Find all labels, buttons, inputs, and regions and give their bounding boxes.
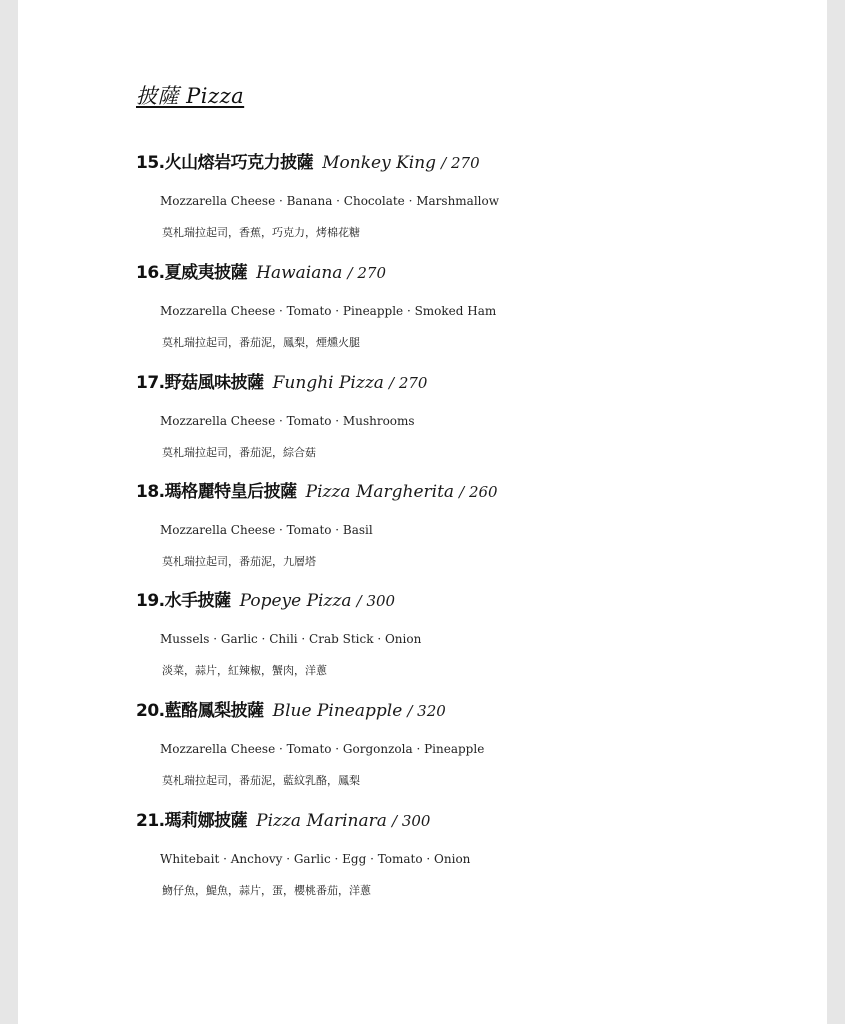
item-ingredients-en: Mozzarella Cheese · Tomato · Mushrooms: [160, 414, 415, 428]
item-ingredients-zh: 莫札瑞拉起司，番茄泥，鳳梨，煙燻火腿: [162, 336, 360, 349]
item-name-zh: 20.藍酪鳳梨披薩: [136, 701, 264, 721]
item-ingredients-en: Whitebait · Anchovy · Garlic · Egg · Tomato · Onion: [160, 852, 471, 866]
item-title: [136, 260, 656, 286]
item-price: / 300: [392, 812, 431, 830]
item-ingredients-en: Mozzarella Cheese · Tomato · Pineapple · Smoked Ham: [160, 304, 497, 318]
item-price: / 260: [459, 483, 498, 501]
item-ingredients-en: Mozzarella Cheese · Tomato · Gorgonzola · Pineapple: [160, 742, 485, 756]
menu-item-19: [136, 588, 656, 679]
menu-item-20: [136, 698, 656, 789]
item-title: [136, 808, 656, 834]
item-price: / 270: [441, 154, 480, 172]
item-ingredients-en: Mozzarella Cheese · Tomato · Basil: [160, 523, 373, 537]
menu-item-15: [136, 150, 656, 241]
menu-item-21: [136, 808, 656, 899]
item-name-en: Pizza Marinara: [256, 811, 387, 831]
item-price: / 320: [407, 702, 446, 720]
menu-item-18: [136, 479, 656, 570]
item-title: [136, 479, 656, 505]
item-title: [136, 588, 656, 614]
item-title: [136, 370, 656, 396]
item-ingredients-zh: 莫札瑞拉起司，番茄泥，藍紋乳酪，鳳梨: [162, 774, 360, 787]
item-name-en: Popeye Pizza: [239, 591, 352, 611]
item-name-en: Funghi Pizza: [272, 373, 384, 393]
item-name-en: Pizza Margherita: [305, 482, 455, 502]
item-ingredients-en: Mussels · Garlic · Chili · Crab Stick · Onion: [160, 632, 422, 646]
item-ingredients-zh: 魩仔魚，鯷魚，蒜片，蛋，櫻桃番茄，洋蔥: [162, 884, 371, 897]
item-ingredients-en: Mozzarella Cheese · Banana · Chocolate · Marshmallow: [160, 194, 499, 208]
item-name-zh: 15.火山熔岩巧克力披薩: [136, 153, 314, 173]
item-title: [136, 150, 656, 176]
item-price: / 270: [389, 374, 428, 392]
item-ingredients-zh: 莫札瑞拉起司，香蕉，巧克力，烤棉花糖: [162, 226, 360, 239]
menu-page: [18, 0, 827, 1024]
item-name-en: Monkey King: [322, 153, 437, 173]
item-name-en: Hawaiana: [256, 263, 343, 283]
section-title: 披薩 Pizza: [136, 84, 245, 108]
item-name-zh: 17.野菇風味披薩: [136, 373, 264, 393]
item-ingredients-zh: 莫札瑞拉起司，番茄泥，九層塔: [162, 555, 316, 568]
menu-item-17: [136, 370, 656, 461]
item-price: / 270: [347, 264, 386, 282]
item-title: [136, 698, 656, 724]
item-name-zh: 19.水手披薩: [136, 591, 231, 611]
item-price: / 300: [356, 592, 396, 610]
item-name-zh: 18.瑪格麗特皇后披薩: [136, 482, 297, 502]
item-name-zh: 16.夏威夷披薩: [136, 263, 248, 283]
item-ingredients-zh: 莫札瑞拉起司，番茄泥，綜合菇: [162, 446, 316, 459]
item-name-zh: 21.瑪莉娜披薩: [136, 811, 248, 831]
item-ingredients-zh: 淡菜，蒜片，紅辣椒，蟹肉，洋蔥: [162, 664, 327, 677]
item-name-en: Blue Pineapple: [272, 701, 403, 721]
menu-item-16: [136, 260, 656, 351]
